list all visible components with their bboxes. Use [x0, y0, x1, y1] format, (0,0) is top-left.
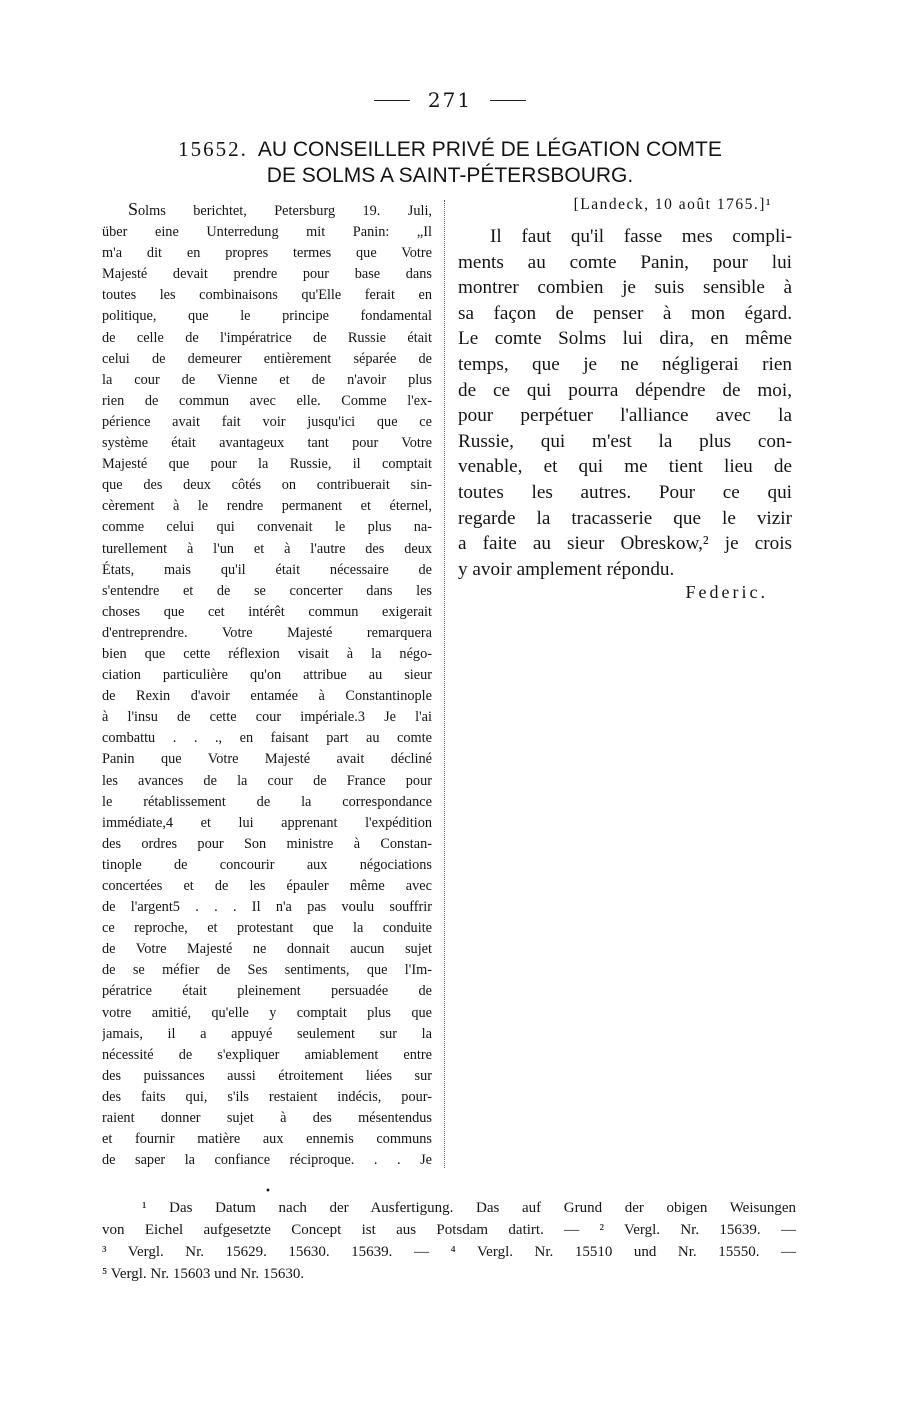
summary-line: ciation particulière qu'on attribue au sieur [102, 667, 432, 684]
dateline: [Landeck, 10 août 1765.]¹ [573, 196, 772, 213]
letter-line: toutes les autres. Pour ce qui [458, 481, 792, 503]
summary-line: de Votre Majesté ne donnait aucun sujet [102, 941, 432, 958]
summary-line: de l'argent5 . . . Il n'a pas voulu souffrir [102, 899, 432, 916]
summary-line: que des deux côtés on contribuerait sin- [102, 477, 432, 494]
summary-line: des ordres pour Son ministre à Constan- [102, 835, 432, 852]
summary-line: à l'insu de cette cour impériale.3 Je l'ai [102, 709, 432, 726]
letter-line: regarde la tracasserie que le vizir [458, 507, 792, 529]
letter-line: de ce qui pourra dépendre de moi, [458, 379, 792, 401]
footnote-line: von Eichel aufgesetzte Concept ist aus Potsdam datirt. — ² Vergl. Nr. 15639. — [102, 1222, 796, 1238]
summary-line: Solms berichtet, Petersburg 19. Juli, [128, 199, 432, 219]
letter-line: montrer combien je suis sensible à [458, 277, 792, 299]
letter-body-column [458, 224, 792, 582]
summary-line: rien de commun avec elle. Comme l'ex- [102, 392, 432, 409]
summary-line: über eine Unterredung mit Panin: „Il [102, 224, 432, 241]
summary-line: ce reproche, et protestant que la conduite [102, 920, 432, 937]
summary-line: comme celui qui convenait le plus na- [102, 519, 432, 536]
signature: Federic. [685, 582, 768, 602]
summary-line: politique, que le principe fondamental [102, 308, 432, 325]
summary-line: pératrice était pleinement persuadée de [102, 983, 432, 1000]
summary-line: nécessité de s'expliquer amiablement entre [102, 1046, 432, 1063]
header-rule-left [374, 100, 410, 101]
title-line-1 [130, 136, 770, 163]
summary-line: la cour de Vienne et de n'avoir plus [102, 371, 432, 388]
footnote-separator-mark: • [265, 1186, 271, 1197]
letter-line: Russie, qui m'est la plus con- [458, 430, 792, 452]
page-number: 271 [427, 88, 473, 112]
summary-line: États, mais qu'il était nécessaire de [102, 561, 432, 578]
document-title [130, 136, 770, 189]
summary-line: s'entendre et de se concerter dans les [102, 582, 432, 599]
letter-line: ments au comte Panin, pour lui [458, 251, 792, 273]
footnote-line: ³ Vergl. Nr. 15629. 15630. 15639. — ⁴ Vergl. Nr. 15510 und Nr. 15550. — [102, 1244, 796, 1260]
header-rule-right [490, 100, 526, 101]
column-divider [444, 200, 445, 1168]
summary-line: m'a dit en propres termes que Votre [102, 245, 432, 262]
summary-line: et fournir matière aux ennemis communs [102, 1131, 432, 1148]
footnote-line: ⁵ Vergl. Nr. 15603 und Nr. 15630. [102, 1266, 305, 1282]
summary-line: votre amitié, qu'elle y comptait plus que [102, 1004, 432, 1021]
summary-line: combattu . . ., en faisant part au comte [102, 730, 432, 747]
summary-line: Majesté que pour la Russie, il comptait [102, 456, 432, 473]
letter-line: venable, et qui me tient lieu de [458, 456, 792, 478]
summary-line: Majesté devait prendre pour base dans [102, 266, 432, 283]
summary-line: cèrement à le rendre permanent et éternel, [102, 498, 432, 515]
summary-line: choses que cet intérêt commun exigerait [102, 603, 432, 620]
letter-line: temps, que je ne négligerai rien [458, 353, 792, 375]
summary-line: toutes les combinaisons qu'Elle ferait en [102, 287, 432, 304]
document-number: 15652. [178, 137, 248, 161]
footnotes [102, 1197, 796, 1285]
report-summary-column [102, 199, 432, 1171]
summary-line: Panin que Votre Majesté avait décliné [102, 751, 432, 768]
summary-line: d'entreprendre. Votre Majesté remarquera [102, 624, 432, 641]
summary-line: bien que cette réflexion visait à la négo- [102, 645, 432, 662]
summary-line: immédiate,4 et lui apprenant l'expédition [102, 814, 432, 831]
letter-line: sa façon de penser à mon égard. [458, 302, 792, 324]
summary-line: des puissances aussi étroitement liées sur [102, 1067, 432, 1084]
summary-line: raient donner sujet à des mésentendus [102, 1110, 432, 1127]
summary-line: les avances de la cour de France pour [102, 772, 432, 789]
letter-line: y avoir amplement répondu. [458, 558, 675, 580]
summary-line: jamais, il a appuyé seulement sur la [102, 1025, 432, 1042]
summary-line: périence avait fait voir jusqu'ici que ce [102, 413, 432, 430]
letter-line: pour perpétuer l'alliance avec la [458, 405, 792, 427]
title-text-1: AU CONSEILLER PRIVÉ DE LÉGATION COMTE [257, 138, 722, 161]
letter-line: Le comte Solms lui dira, en même [458, 328, 792, 350]
footnote-line: ¹ Das Datum nach der Ausfertigung. Das auf Grund der obigen Weisungen [142, 1200, 796, 1216]
summary-line: turellement à l'un et à l'autre des deux [102, 540, 432, 557]
title-line-2: DE SOLMS A SAINT-PÉTERSBOURG. [266, 164, 634, 187]
summary-line: tinople de concourir aux négociations [102, 856, 432, 873]
summary-line: concertées et de les épauler même avec [102, 878, 432, 894]
letter-line: a faite au sieur Obreskow,² je crois [458, 533, 792, 555]
summary-line: de saper la confiance réciproque. . . Je [102, 1152, 432, 1169]
summary-line: de celle de l'impératrice de Russie était [102, 329, 432, 346]
letter-line: Il faut qu'il fasse mes compli- [490, 226, 792, 247]
summary-line: de Rexin d'avoir entamée à Constantinople [102, 688, 432, 705]
summary-line: celui de demeurer entièrement séparée de [102, 350, 432, 367]
summary-line: des faits qui, s'ils restaient indécis, pour- [102, 1088, 432, 1105]
page-header [0, 84, 900, 116]
summary-line: système était avantageux tant pour Votre [102, 435, 432, 452]
summary-line: de se méfier de Ses sentiments, que l'Im- [102, 962, 432, 979]
summary-line: le rétablissement de la correspondance [102, 793, 432, 810]
